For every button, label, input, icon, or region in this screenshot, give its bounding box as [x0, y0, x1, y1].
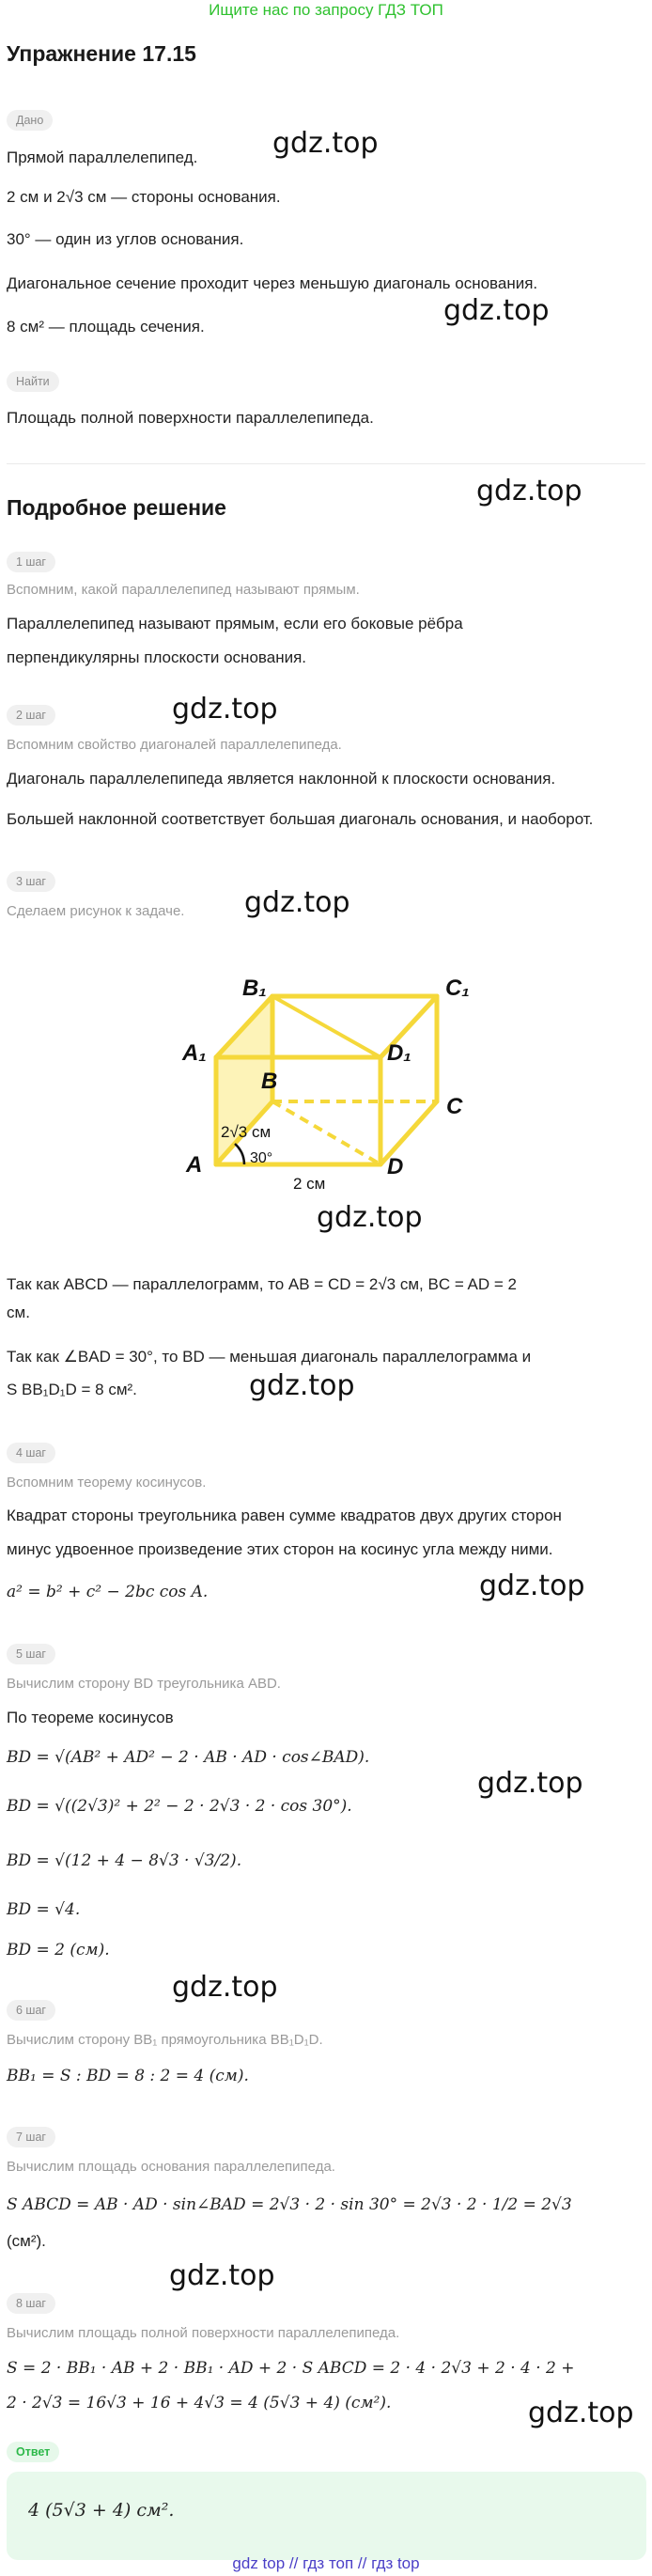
- formula: 2 · 2√3 = 16√3 + 16 + 4√3 = 4 (5√3 + 4) (см²).: [7, 2394, 392, 2412]
- watermark: gdz.top: [272, 127, 379, 160]
- label-c: C: [446, 1094, 463, 1119]
- watermark: gdz.top: [317, 1201, 423, 1234]
- step-text: Квадрат стороны треугольника равен сумме квадратов двух других сторон: [7, 1507, 562, 1524]
- given-line: Прямой параллелепипед.: [7, 148, 198, 166]
- solution-title: Подробное решение: [7, 495, 226, 520]
- given-line: 2 см и 2√3 см — стороны основания.: [7, 188, 281, 206]
- watermark: gdz.top: [476, 475, 582, 507]
- watermark: gdz.top: [479, 1569, 585, 1602]
- parallelepiped-figure: [179, 963, 489, 1189]
- step-text: Диагональ параллелепипеда является наклонной к плоскости основания.: [7, 770, 556, 788]
- formula: S ABCD = AB · AD · sin∠BAD = 2√3 · 2 · sin 30° = 2√3 · 2 · 1/2 = 2√3: [7, 2195, 572, 2214]
- step-hint: Вычислим площадь основания параллелепипеда.: [7, 2159, 335, 2175]
- formula: BD = √(12 + 4 − 8√3 · √3/2).: [7, 1851, 242, 1870]
- find-chip: Найти: [7, 371, 59, 392]
- step-hint: Вспомним свойство диагоналей параллелепипеда.: [7, 737, 342, 753]
- step-chip: 5 шаг: [7, 1644, 55, 1664]
- watermark: gdz.top: [443, 294, 550, 327]
- diagonal-b1d1: [272, 996, 380, 1057]
- formula: a² = b² + c² − 2bc cos A.: [7, 1583, 209, 1601]
- step-text: Так как ABCD — параллелограмм, то AB = CD = 2√3 см, BC = AD = 2: [7, 1275, 517, 1293]
- label-b1: B₁: [242, 976, 267, 1001]
- label-a: A: [186, 1152, 203, 1178]
- step-chip: 1 шаг: [7, 552, 55, 572]
- top-search-link[interactable]: Ищите нас по запросу ГДЗ ТОП: [209, 1, 443, 19]
- step-hint: Вспомним, какой параллелепипед называют прямым.: [7, 582, 360, 598]
- label-side-ad: 2 см: [293, 1175, 326, 1189]
- step-chip: 6 шаг: [7, 2000, 55, 2021]
- step-hint: Вычислим сторону BB₁ прямоугольника BB₁D₁D.: [7, 2032, 323, 2048]
- step-text: По теореме косинусов: [7, 1709, 174, 1726]
- step-text: (см²).: [7, 2232, 46, 2250]
- formula: BD = √(AB² + AD² − 2 · AB · AD · cos∠BAD).: [7, 1748, 370, 1767]
- label-d: D: [387, 1154, 404, 1179]
- given-line: 8 см² — площадь сечения.: [7, 318, 205, 336]
- step-text: минус удвоенное произведение этих сторон на косинус угла между ними.: [7, 1540, 553, 1558]
- watermark: gdz.top: [528, 2396, 634, 2429]
- label-d1: D₁: [387, 1040, 411, 1066]
- step-hint: Вычислим площадь полной поверхности параллелепипеда.: [7, 2325, 400, 2341]
- formula: BD = √((2√3)² + 2² − 2 · 2√3 · 2 · cos 30°).: [7, 1797, 352, 1816]
- watermark: gdz.top: [169, 2259, 275, 2292]
- step-text: перпендикулярны плоскости основания.: [7, 648, 307, 666]
- formula: BD = 2 (см).: [7, 1941, 110, 1959]
- label-side-ab: 2√3 см: [221, 1123, 272, 1141]
- watermark: gdz.top: [477, 1767, 583, 1800]
- formula: BD = √4.: [7, 1900, 81, 1919]
- step-hint: Вычислим сторону BD треугольника ABD.: [7, 1676, 281, 1692]
- step-hint: Сделаем рисунок к задаче.: [7, 903, 185, 919]
- given-line: Диагональное сечение проходит через меньшую диагональ основания.: [7, 274, 538, 292]
- watermark: gdz.top: [249, 1369, 355, 1402]
- label-c1: C₁: [445, 976, 470, 1001]
- footer-links[interactable]: gdz top // гдз топ // гдз top: [232, 2554, 420, 2572]
- step-chip: 3 шаг: [7, 871, 55, 892]
- formula: BB₁ = S : BD = 8 : 2 = 4 (см).: [7, 2067, 249, 2085]
- step-text: Параллелепипед называют прямым, если его боковые рёбра: [7, 615, 463, 632]
- given-chip: Дано: [7, 110, 53, 131]
- divider: [7, 463, 645, 464]
- given-line: 30° — один из углов основания.: [7, 230, 244, 248]
- watermark: gdz.top: [172, 693, 278, 726]
- angle-arc: [235, 1144, 244, 1164]
- find-text: Площадь полной поверхности параллелепипеда.: [7, 409, 374, 427]
- answer-text: 4 (5√3 + 4) см².: [28, 2500, 175, 2521]
- label-a1: A₁: [182, 1040, 207, 1066]
- watermark: gdz.top: [244, 886, 350, 919]
- answer-chip: Ответ: [7, 2442, 59, 2462]
- diagonal-bd-hidden: [272, 1101, 380, 1164]
- label-b: B: [261, 1069, 278, 1094]
- step-text: S BB₁D₁D = 8 см².: [7, 1381, 137, 1398]
- formula: S = 2 · BB₁ · AB + 2 · BB₁ · AD + 2 · S ABCD = 2 · 4 · 2√3 + 2 · 4 · 2 +: [7, 2359, 575, 2378]
- label-angle: 30°: [250, 1150, 273, 1166]
- step-chip: 8 шаг: [7, 2293, 55, 2314]
- step-text: см.: [7, 1304, 30, 1321]
- exercise-title: Упражнение 17.15: [7, 41, 196, 66]
- step-text: Так как ∠BAD = 30°, то BD — меньшая диагональ параллелограмма и: [7, 1348, 532, 1366]
- step-hint: Вспомним теорему косинусов.: [7, 1475, 207, 1491]
- step-chip: 7 шаг: [7, 2127, 55, 2147]
- step-chip: 4 шаг: [7, 1443, 55, 1463]
- watermark: gdz.top: [172, 1971, 278, 2004]
- step-chip: 2 шаг: [7, 705, 55, 726]
- step-text: Большей наклонной соответствует большая диагональ основания, и наоборот.: [7, 810, 594, 828]
